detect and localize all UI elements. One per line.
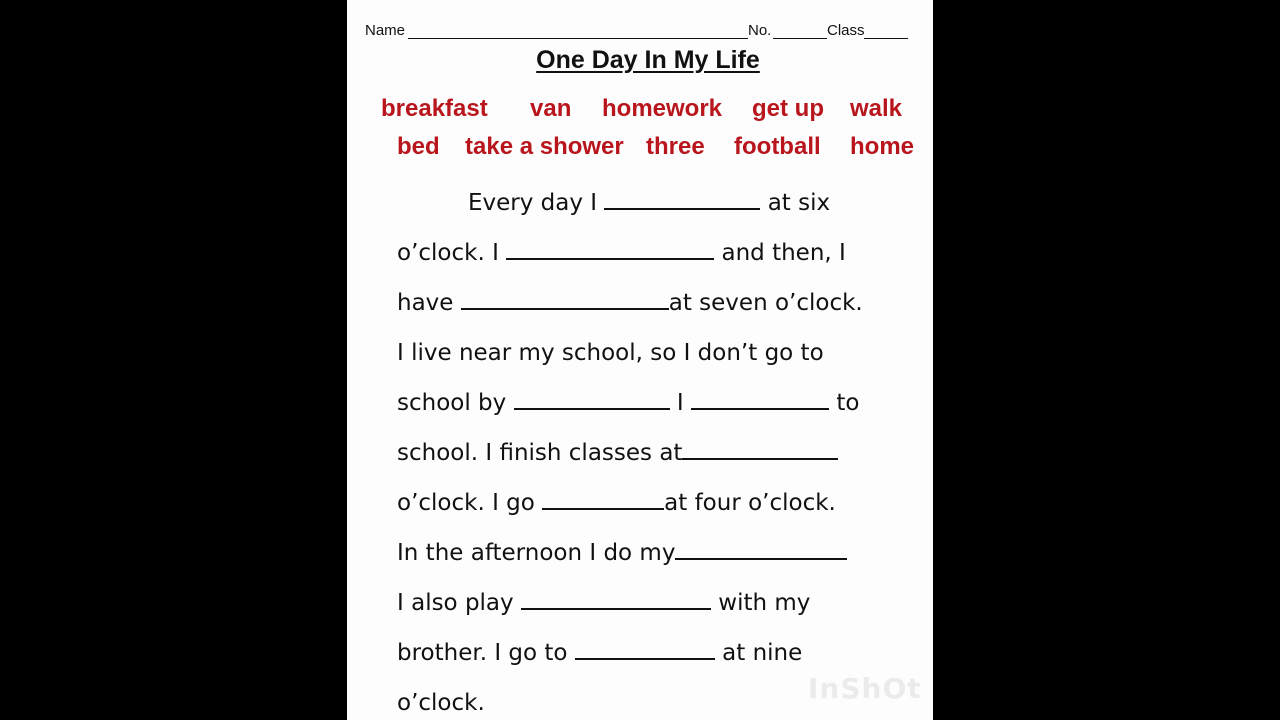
passage-text: at six: [767, 190, 831, 216]
passage-text: brother. I go to: [397, 640, 568, 666]
passage-line: [397, 238, 917, 268]
passage-text: school. I finish classes at: [397, 440, 683, 466]
word-bank-item: breakfast: [381, 95, 488, 122]
passage-line: [397, 638, 917, 668]
answer-blank[interactable]: [542, 488, 664, 510]
word-bank-item: home: [850, 133, 915, 160]
word-bank-item: homework: [602, 95, 723, 122]
passage-text: at seven o’clock.: [668, 290, 863, 316]
word-bank-item: walk: [850, 95, 903, 122]
passage-line: [397, 588, 917, 618]
answer-blank[interactable]: [682, 438, 838, 460]
worksheet-title: One Day In My Life: [536, 46, 760, 74]
answer-blank[interactable]: [691, 388, 829, 410]
word-bank-item: bed: [397, 133, 440, 160]
passage-text: at nine: [722, 640, 803, 666]
answer-blank[interactable]: [675, 538, 847, 560]
class-field[interactable]: [864, 38, 908, 39]
number-field[interactable]: [773, 38, 827, 39]
inshot-watermark: InShOt: [808, 672, 922, 705]
word-bank-item: van: [530, 95, 572, 122]
answer-blank[interactable]: [461, 288, 669, 310]
passage-line: [397, 488, 917, 518]
name-field[interactable]: [408, 38, 748, 39]
passage-line: [397, 388, 917, 418]
passage-text: with my: [718, 590, 811, 616]
number-label: No.: [748, 22, 772, 39]
passage-text: o’clock.: [397, 690, 485, 716]
worksheet-page: [347, 0, 933, 720]
passage-line: [468, 188, 933, 218]
passage-text: to: [836, 390, 860, 416]
passage-text: In the afternoon I do my: [397, 540, 676, 566]
word-bank-item: get up: [752, 95, 824, 122]
passage-text: have: [397, 290, 454, 316]
class-label: Class: [827, 22, 865, 39]
passage-text: I also play: [397, 590, 514, 616]
answer-blank[interactable]: [506, 238, 714, 260]
passage-text: I live near my school, so I don’t go to: [397, 340, 824, 366]
word-bank-item: three: [646, 133, 705, 160]
passage-text: school by: [397, 390, 507, 416]
name-label: Name: [365, 22, 406, 39]
passage-line: [397, 538, 917, 568]
passage-line: [397, 438, 917, 468]
answer-blank[interactable]: [514, 388, 670, 410]
word-bank-item: take a shower: [465, 133, 624, 160]
passage-text: I: [676, 390, 684, 416]
answer-blank[interactable]: [521, 588, 711, 610]
passage-text: at four o’clock.: [664, 490, 836, 516]
passage-text: o’clock. I: [397, 240, 499, 266]
word-bank-item: football: [734, 133, 821, 160]
passage-text: Every day I: [468, 190, 598, 216]
passage-line: [397, 338, 917, 368]
passage-text: and then, I: [721, 240, 846, 266]
passage-text: o’clock. I go: [397, 490, 535, 516]
student-info-line: [365, 20, 910, 42]
passage-line: [397, 288, 917, 318]
answer-blank[interactable]: [575, 638, 715, 660]
answer-blank[interactable]: [604, 188, 760, 210]
